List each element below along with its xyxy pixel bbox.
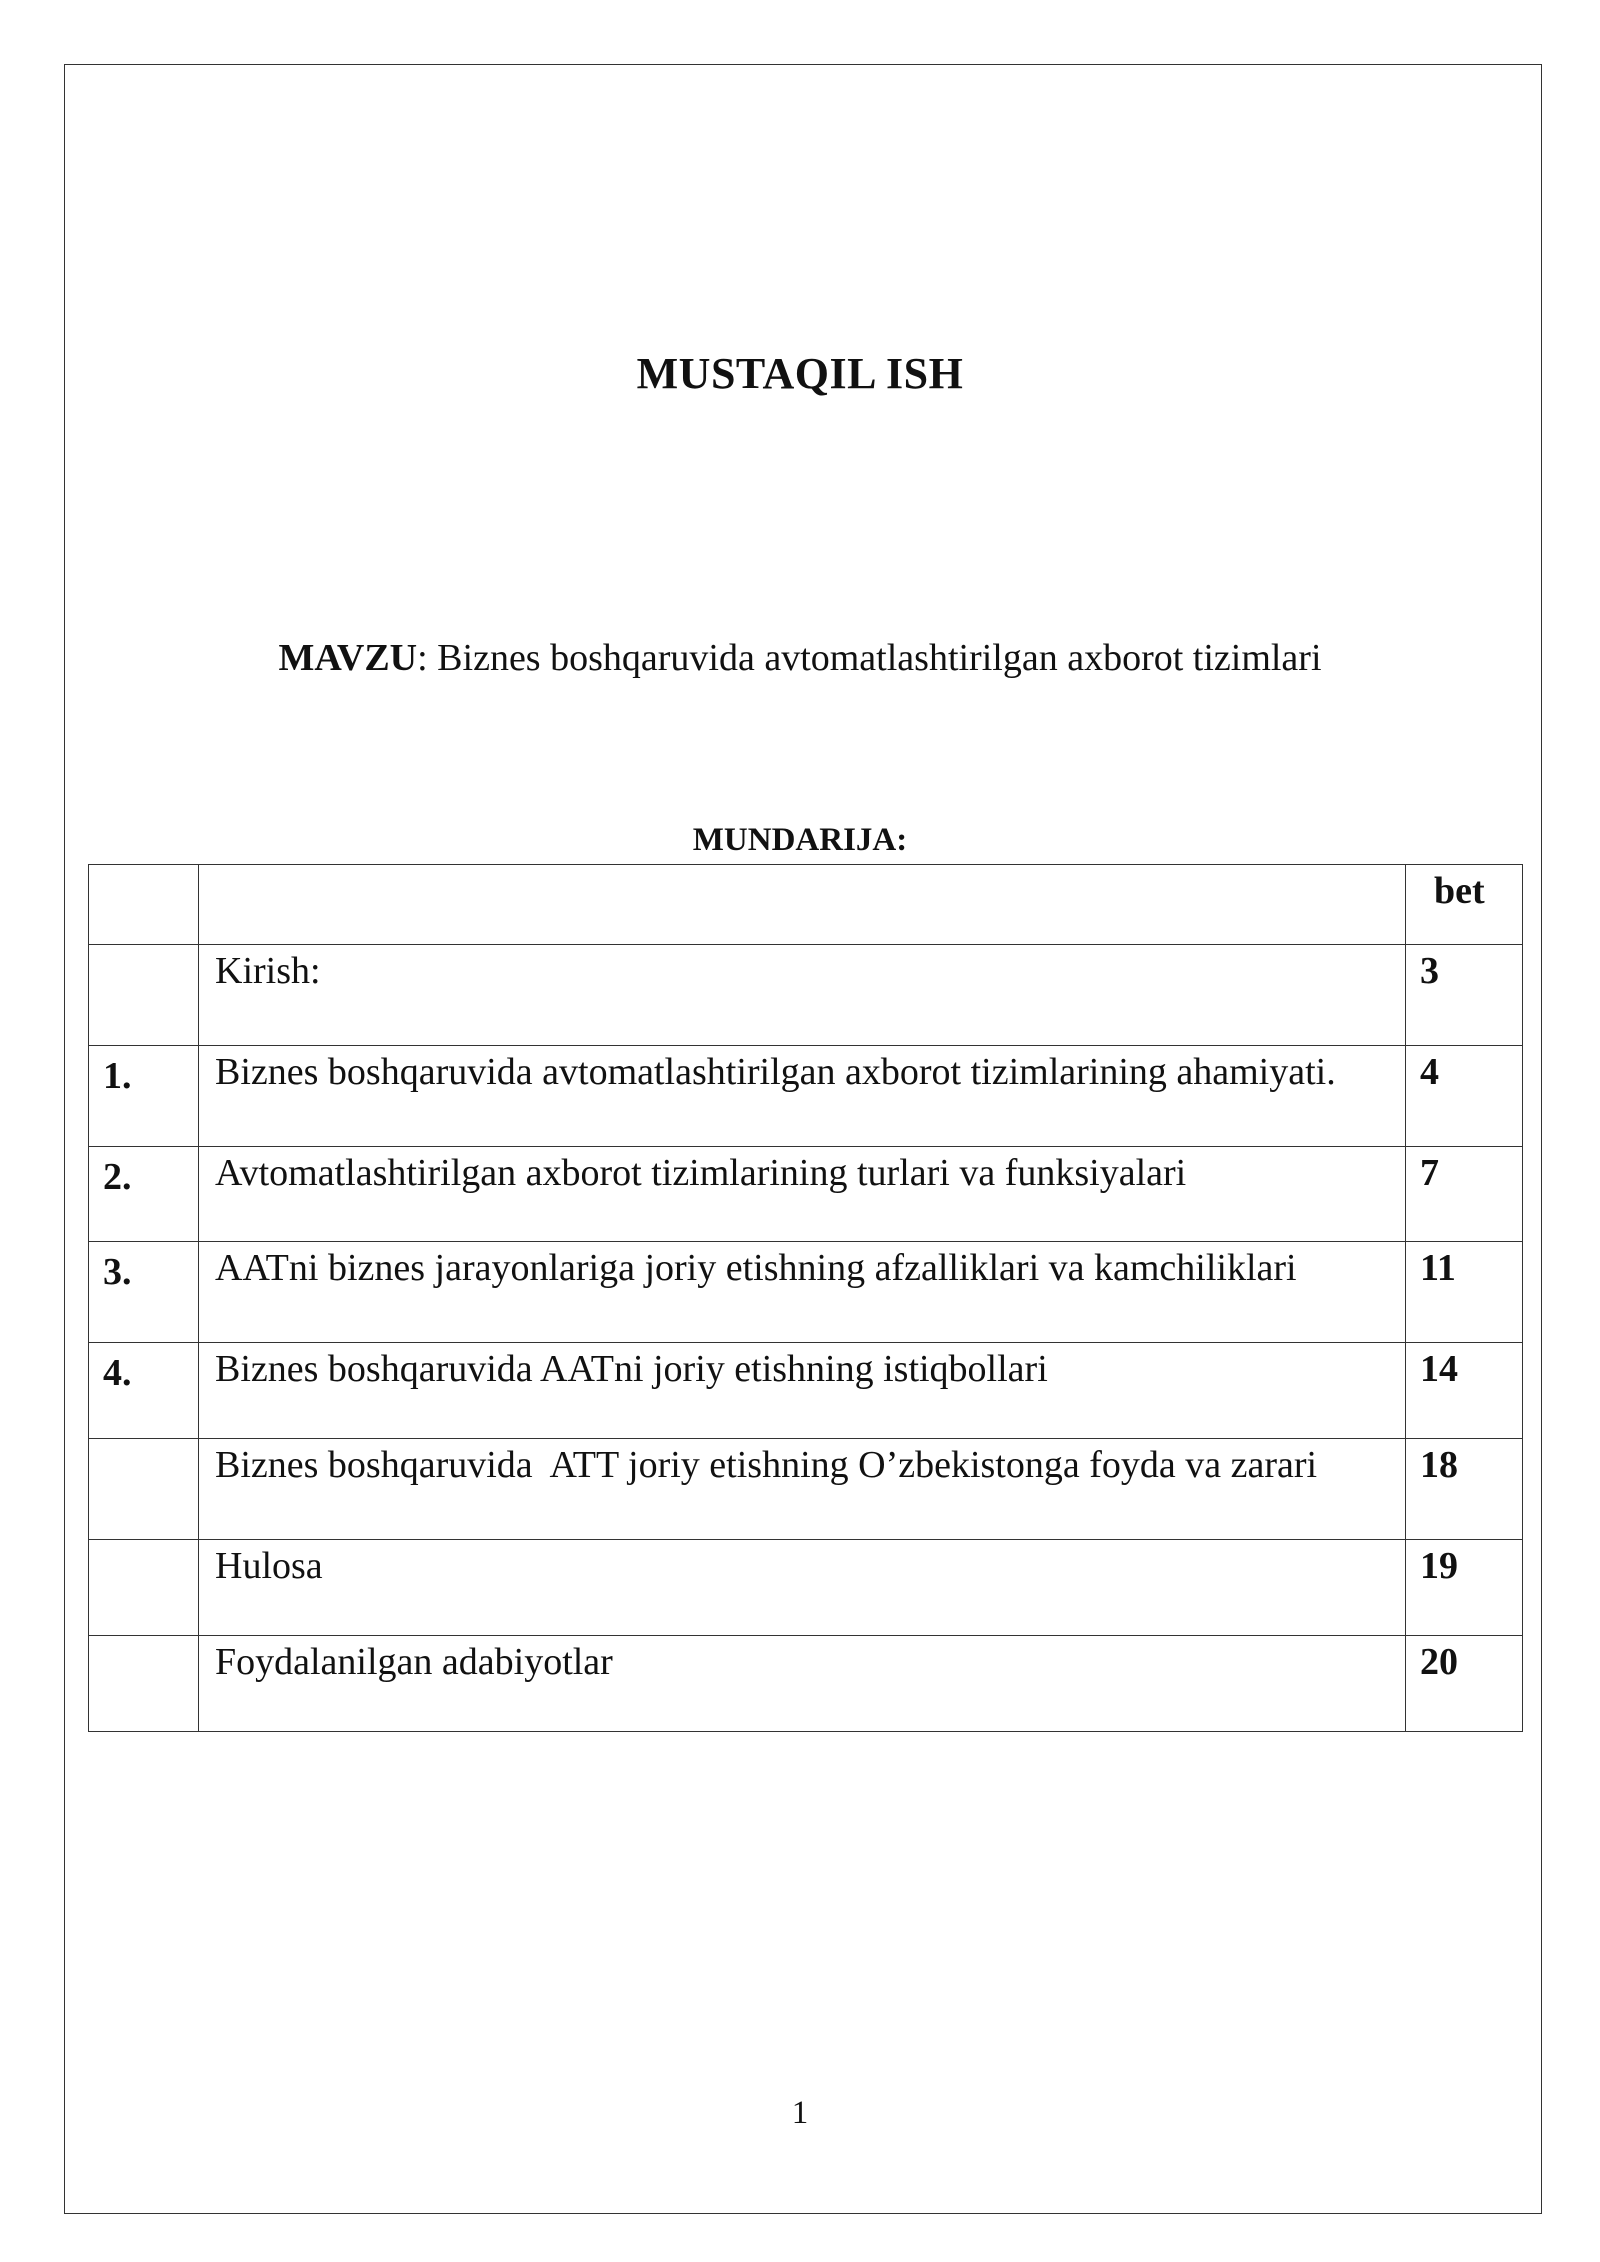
table-row bbox=[89, 1242, 1523, 1343]
toc-row-title: Biznes boshqaruvida ATT joriy etishning O’zbekistonga foyda va zarari bbox=[199, 1439, 1406, 1540]
toc-row-page: 3 bbox=[1406, 945, 1523, 1046]
toc-row-title: Avtomatlashtirilgan axborot tizimlarining turlari va funksiyalari bbox=[199, 1147, 1406, 1242]
toc-row-page: 20 bbox=[1406, 1636, 1523, 1732]
toc-row-page: 4 bbox=[1406, 1046, 1523, 1147]
toc-row-number bbox=[89, 1439, 199, 1540]
toc-row-title: Kirish: bbox=[199, 945, 1406, 1046]
table-of-contents bbox=[88, 864, 1523, 1732]
toc-row-number bbox=[89, 1540, 199, 1636]
toc-header-row bbox=[89, 865, 1523, 945]
toc-heading: MUNDARIJA: bbox=[692, 822, 908, 858]
toc-row-title: AATni biznes jarayonlariga joriy etishning afzalliklari va kamchiliklari bbox=[199, 1242, 1406, 1343]
table-row bbox=[89, 945, 1523, 1046]
page-number: 1 bbox=[791, 2095, 809, 2131]
table-row bbox=[89, 1046, 1523, 1147]
topic-line bbox=[0, 636, 1600, 680]
toc-row-number bbox=[89, 1636, 199, 1732]
toc-header-title-cell bbox=[199, 865, 1406, 945]
toc-row-number: 3. bbox=[89, 1242, 199, 1343]
table-row bbox=[89, 1636, 1523, 1732]
table-row bbox=[89, 1147, 1523, 1242]
table-row bbox=[89, 1540, 1523, 1636]
topic-separator: : bbox=[417, 637, 428, 679]
topic-text: Biznes boshqaruvida avtomatlashtirilgan axborot tizimlari bbox=[427, 637, 1322, 679]
toc-row-title: Biznes boshqaruvida AATni joriy etishning istiqbollari bbox=[199, 1343, 1406, 1439]
toc-row-title: Foydalanilgan adabiyotlar bbox=[199, 1636, 1406, 1732]
table-row bbox=[89, 1343, 1523, 1439]
table-row bbox=[89, 1439, 1523, 1540]
toc-row-number: 4. bbox=[89, 1343, 199, 1439]
toc-row-number bbox=[89, 945, 199, 1046]
toc-row-page: 18 bbox=[1406, 1439, 1523, 1540]
toc-row-title: Biznes boshqaruvida avtomatlashtirilgan axborot tizimlarining ahamiyati. bbox=[199, 1046, 1406, 1147]
toc-page-header: bet bbox=[1406, 865, 1523, 945]
toc-header-num-cell bbox=[89, 865, 199, 945]
toc-row-number: 1. bbox=[89, 1046, 199, 1147]
document-title: MUSTAQIL ISH bbox=[636, 349, 964, 398]
toc-row-page: 19 bbox=[1406, 1540, 1523, 1636]
toc-row-number: 2. bbox=[89, 1147, 199, 1242]
topic-label: MAVZU bbox=[278, 637, 418, 679]
toc-row-page: 11 bbox=[1406, 1242, 1523, 1343]
toc-row-page: 7 bbox=[1406, 1147, 1523, 1242]
toc-row-title: Hulosa bbox=[199, 1540, 1406, 1636]
toc-row-page: 14 bbox=[1406, 1343, 1523, 1439]
